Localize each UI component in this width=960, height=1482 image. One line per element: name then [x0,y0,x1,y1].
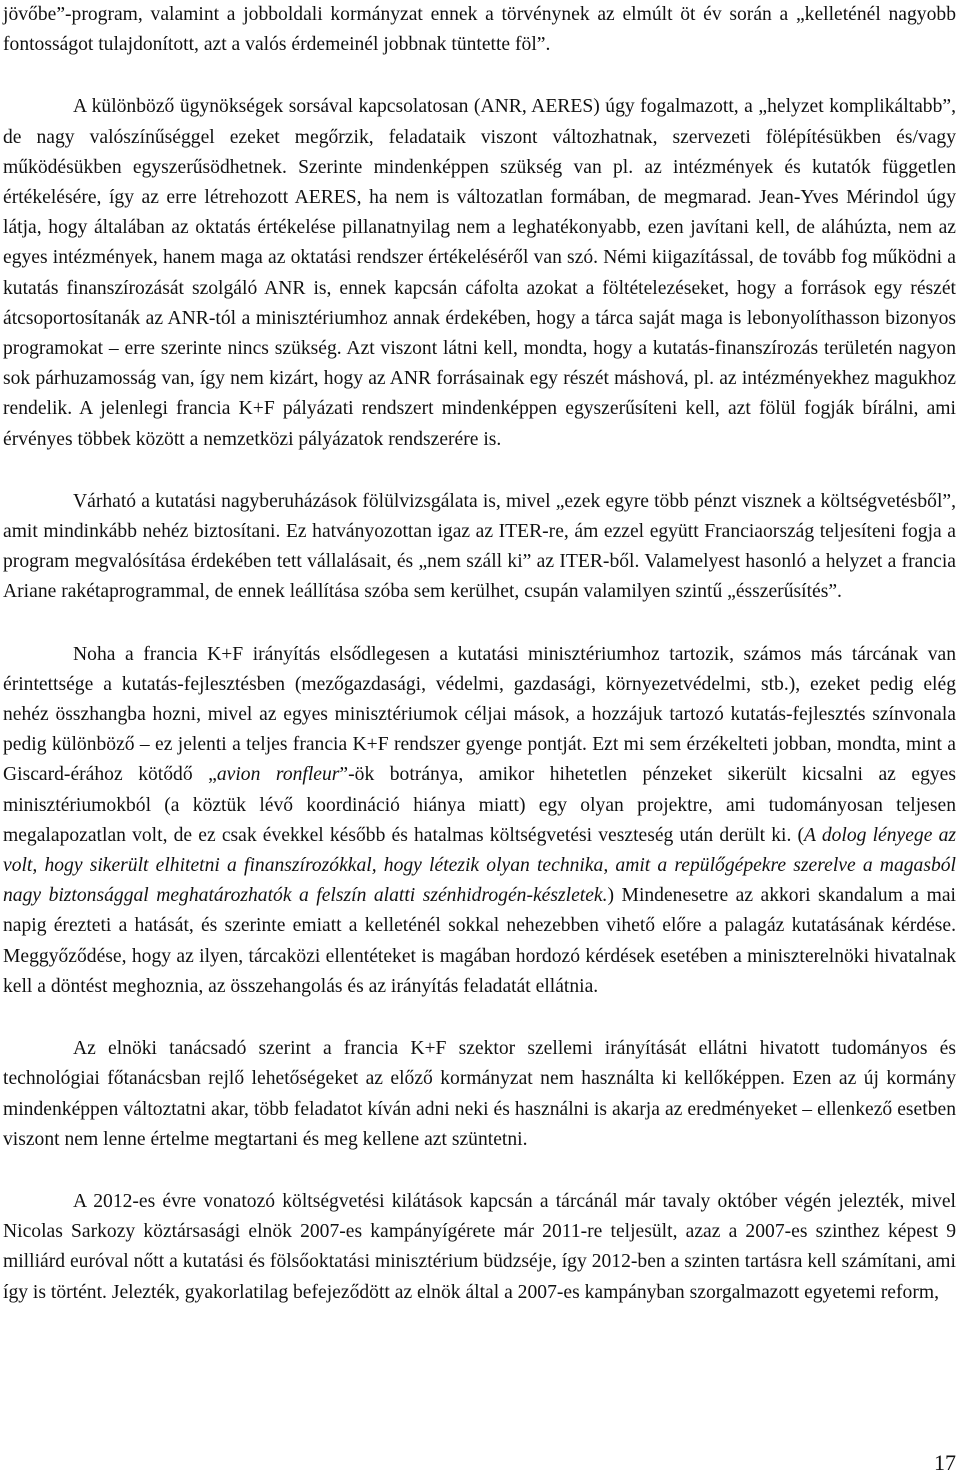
page-number: 17 [934,1450,956,1475]
paragraph-gap [3,608,956,640]
text-run: ) Mindenesetre az akkori skandalum a mai napig érezteti a hatását, és szerinte emiatt a kelleténél sokkal nehezebben vihető előre a palagáz kutatásának kérdése. Meggyőződése, hogy az ilyen, tárcaközi ellentéteket is magában hordozó kérdések esetében a miniszterelnöki hivatalnak kell a döntést meghoznia, az összehangolás és az irányítás feladatát ellátnia. [3,885,956,997]
paragraph-budget [3,1187,956,1308]
paragraph-rd-governance [3,640,956,1002]
text-run: Várható a kutatási nagyberuházások fölülvizsgálata is, mivel „ezek egyre több pénzt visznek a költségvetésből”, amit mindinkább nehéz biztosítani. Ez hatványozottan igaz az ITER-re, ám ezzel együtt Franciaország teljesíteni fogja a program megvalósítása érdekében tett vállalásait, és „nem száll ki” az ITER-ből. Valamelyest hasonló a helyzet a francia Ariane rakétaprogrammal, de ennek leállítása szóba sem kerülhet, csupán valamilyen szintű „ésszerűsítés”. [3,490,956,603]
paragraph-gap [3,455,956,487]
document-page [3,0,956,1308]
paragraph-agencies [3,92,956,454]
text-run: jövőbe”-program, valamint a jobboldali kormányzat ennek a törvénynek az elmúlt öt év során a „kelleténél nagyobb fontosságot tulajdonított, azt a valós érdemeinél jobbnak tüntette föl”. [3,4,956,56]
italic-text-run: A dolog lényege az volt, hogy sikerült elhitetni a finanszírozókkal, hogy létezik olyan technika, amit a repülőgépekre szerelve a magasból nagy biztonsággal meghatározhatók a felszín alatti szénhidrogén-készletek. [3,824,956,907]
paragraph-gap [3,1002,956,1034]
text-run: A különböző ügynökségek sorsával kapcsolatosan (ANR, AERES) úgy fogalmazott, a „helyzet komplikáltabb”, de nagy valószínűséggel ezeket megőrzik, feladataik viszont változhatnak, szervezeti fölépítésükben és/vagy működésükben egyszerűsödhetnek. Szerinte mindenképpen szükség van pl. az intézmények és kutatók független értékelésére, így az erre létrehozott AERES, ha nem is változatlan formában, de megmarad. Jean-Yves Mérindol úgy látja, hogy általában az oktatás értékelése pillanatnyilag nem a leghatékonyabb, ezen javítani kell, de aláhúzta, nem az egyes intézmények, hanem maga az oktatási rendszer értékeléséről van szó. Némi kiigazítással, de tovább fog működni a kutatás finanszírozását szolgáló ANR is, ennek kapcsán cáfolta azokat a föltételezéseket, hogy a források egy részét átcsoportosítanák az ANR-tól a minisztériumhoz annak érdekében, hogy a tárca saját maga is lebonyolíthasson bizonyos programokat – erre szerinte nincs szükség. Azt viszont látni kell, mondta, hogy a kutatás-finanszírozás területén nagyon sok párhuzamosság van, így nem kizárt, hogy az ANR forrásainak egy részét máshová, pl. az intézményekhez magukhoz rendelik. A jelenlegi francia K+F pályázati rendszert mindenképpen egyszerűsíteni kell, azt fölül fogják bírálni, ami érvényes többek között a nemzetközi pályázatok rendszerére is. [3,96,956,450]
paragraph-infrastructure [3,487,956,608]
text-run: A 2012-es évre vonatozó költségvetési kilátások kapcsán a tárcánál már tavaly október végén jelezték, mivel Nicolas Sarkozy köztársasági elnök 2007-es kampányígérete már 2011-re teljesült, azaz a 2007-es szinthez képest 9 milliárd euróval nőtt a kutatási és fölsőoktatási minisztérium büdzséje, így 2012-ben a szinten tartásra kell számítani, ami így is történt. Jelezték, gyakorlatilag befejeződött az elnök által a 2007-es kampányban szorgalmazott egyetemi reform, [3,1190,956,1303]
paragraph-advisory-council [3,1034,956,1155]
text-run: Az elnöki tanácsadó szerint a francia K+F szektor szellemi irányítását ellátni hivatott tudományos és technológiai főtanácsban rejlő lehetőségeket az előző kormányzat nem használta ki kellőképpen. Ezen az új kormány mindenképpen változtatni akar, több feladatot kíván adni neki és használni is akarja az eredményeket – ellenkező esetben viszont nem lenne értelme megtartani és meg kellene azt szüntetni. [3,1038,956,1150]
paragraph-gap [3,1155,956,1187]
paragraph-continuation [3,0,956,60]
text-run: Noha a francia K+F irányítás elsődlegesen a kutatási minisztériumhoz tartozik, számos más tárcának van érintettsége a kutatás-fejlesztésben (mezőgazdasági, védelmi, gazdasági, környezetvédelmi, stb.), ezeket pedig elég nehéz összhangba hozni, mivel az egyes minisztériumok céljai mások, a hozzájuk tartozó kutatás-fejlesztés színvonala pedig különböző – ez jelenti a teljes francia K+F rendszer gyenge pontját. Ezt mi sem érzékelteti jobban, mondta, mint a Giscard-érához kötődő „ [3,643,956,786]
italic-text-run: avion ronfleur [216,764,340,786]
text-run: ”-ök botránya, amikor hihetetlen pénzeket sikerült kicsalni az egyes minisztériumokból (a köztük lévő koordináció hiánya miatt) egy olyan projektre, ami tudományosan teljesen megalapozatlan volt, de ez csak évekkel később és hatalmas költségvetési veszteség után derült ki. ( [3,764,956,846]
paragraph-gap [3,60,956,92]
